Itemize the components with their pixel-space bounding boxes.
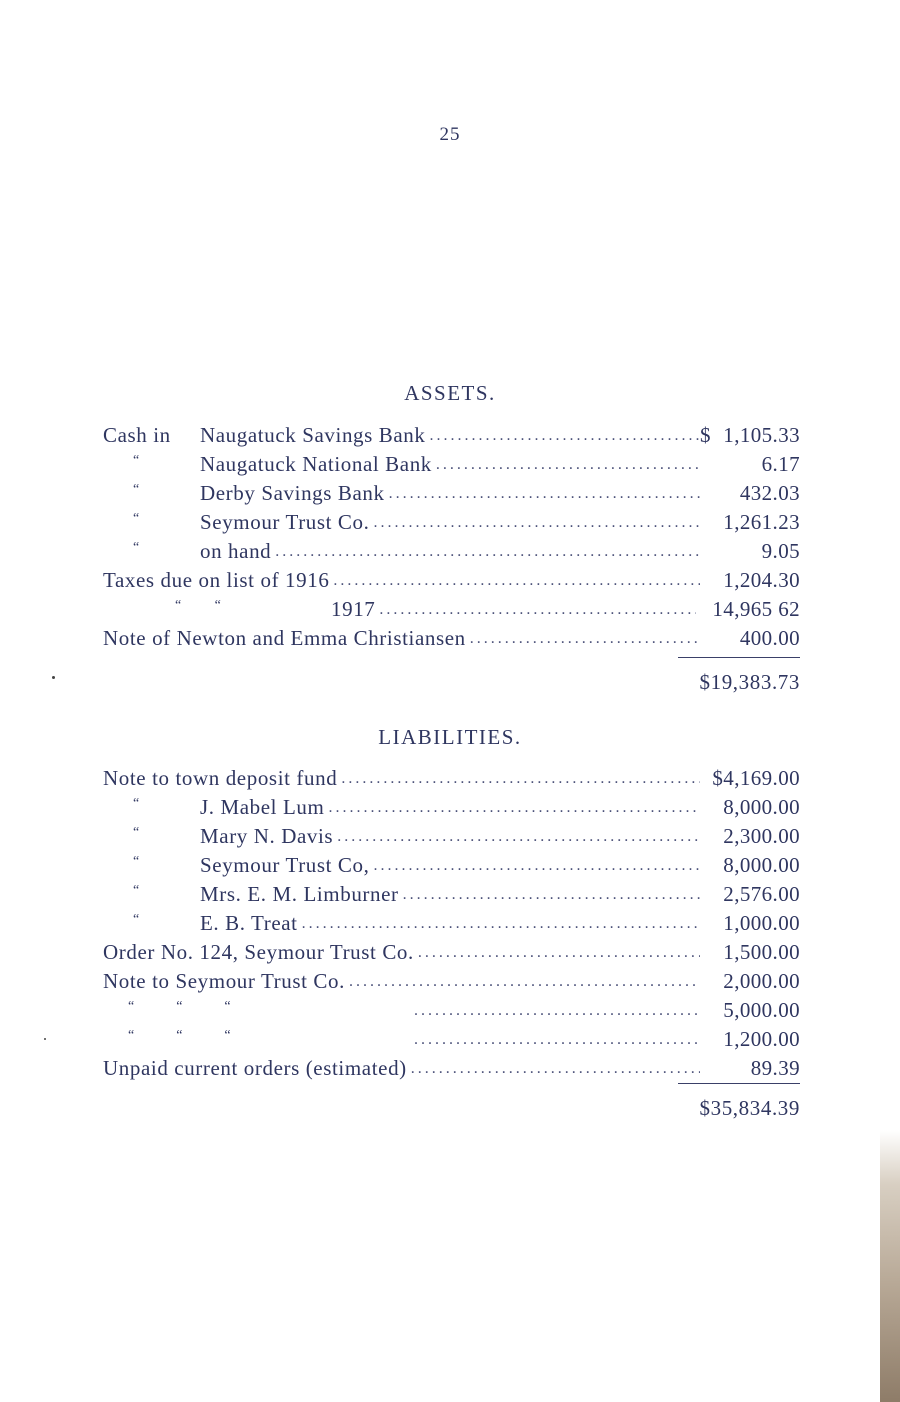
dot-leader	[275, 543, 700, 564]
dot-leader	[379, 601, 696, 622]
row-amount: 400.00	[739, 626, 800, 650]
row-amount: 5,000.00	[723, 998, 800, 1022]
ledger-row	[103, 419, 800, 448]
ditto-mark: “ “ “	[128, 1028, 231, 1043]
ditto-mark: “ “ “	[128, 999, 231, 1014]
liabilities-total: $35,834.39	[699, 1096, 800, 1120]
ledger-row	[103, 622, 800, 651]
row-amount: 1,200.00	[723, 1027, 800, 1051]
row-label: J. Mabel Lum	[200, 795, 325, 819]
dot-leader	[374, 857, 701, 878]
ledger-row	[103, 1023, 800, 1052]
row-amount: 432.03	[739, 481, 800, 505]
row-prefix: Cash in	[103, 423, 171, 447]
liabilities-ledger	[103, 762, 800, 1081]
row-amount: 1,261.23	[723, 510, 800, 534]
ditto-mark: “	[133, 511, 140, 526]
row-label: Unpaid current orders (estimated)	[103, 1056, 407, 1080]
row-amount: $4,169.00	[712, 766, 800, 790]
ledger-row	[103, 1052, 800, 1081]
row-label: E. B. Treat	[200, 911, 298, 935]
ditto-mark: “	[133, 540, 140, 555]
assets-total: $19,383.73	[699, 670, 800, 694]
ledger-row	[103, 535, 800, 564]
page-number: 25	[439, 124, 461, 145]
row-amount: 6.17	[761, 452, 800, 476]
ledger-row	[103, 936, 800, 965]
row-amount: 9.05	[761, 539, 800, 563]
dot-leader	[414, 1002, 700, 1023]
dot-leader	[470, 630, 700, 651]
row-label: Seymour Trust Co.	[200, 510, 370, 534]
dot-leader	[411, 1060, 700, 1081]
ledger-row	[103, 878, 800, 907]
dot-leader	[389, 485, 700, 506]
ledger-row	[103, 965, 800, 994]
row-amount: 1,500.00	[723, 940, 800, 964]
ditto-mark: “ “	[175, 598, 222, 613]
row-label: on hand	[200, 539, 272, 563]
dot-leader	[374, 514, 701, 535]
row-amount: 2,000.00	[723, 969, 800, 993]
row-amount: 1,105.33	[723, 423, 800, 447]
ledger-row	[103, 994, 800, 1023]
row-label: Order No. 124, Seymour Trust Co.	[103, 940, 414, 964]
row-label: Note to Seymour Trust Co.	[103, 969, 345, 993]
ledger-row	[103, 593, 800, 622]
row-amount: 14,965 62	[712, 597, 800, 621]
dot-leader	[414, 1031, 700, 1052]
dot-leader	[328, 799, 700, 820]
ledger-row	[103, 477, 800, 506]
dot-leader	[430, 427, 701, 448]
ledger-row	[103, 907, 800, 936]
ditto-mark: “	[133, 825, 140, 840]
row-label: Note to town deposit fund	[103, 766, 338, 790]
paper-speck	[52, 676, 55, 679]
dot-leader	[418, 944, 700, 965]
row-label: Mrs. E. M. Limburner	[200, 882, 399, 906]
row-label: Naugatuck National Bank	[200, 452, 432, 476]
dot-leader	[302, 915, 700, 936]
row-label: Naugatuck Savings Bank	[200, 423, 426, 447]
liabilities-total-block	[678, 1083, 800, 1121]
row-amount: 8,000.00	[723, 853, 800, 877]
ledger-row	[103, 506, 800, 535]
dot-leader	[341, 770, 700, 791]
row-label: Note of Newton and Emma Christiansen	[103, 626, 466, 650]
total-rule	[678, 1083, 800, 1084]
assets-ledger	[103, 419, 800, 651]
ditto-mark: “	[133, 912, 140, 927]
assets-heading: ASSETS.	[404, 381, 496, 405]
row-amount: 89.39	[750, 1056, 800, 1080]
row-label: 1917	[331, 597, 376, 621]
ledger-row	[103, 564, 800, 593]
dot-leader	[436, 456, 700, 477]
ledger-row	[103, 820, 800, 849]
ledger-row	[103, 448, 800, 477]
row-label: Derby Savings Bank	[200, 481, 385, 505]
row-amount: 2,300.00	[723, 824, 800, 848]
assets-total-block	[678, 657, 800, 695]
ditto-mark: “	[133, 796, 140, 811]
row-amount: 1,000.00	[723, 911, 800, 935]
dot-leader	[333, 572, 700, 593]
total-rule	[678, 657, 800, 658]
page-edge-stain	[880, 1130, 900, 1402]
ditto-mark: “	[133, 883, 140, 898]
dollar-sign: $	[700, 423, 712, 447]
dot-leader	[403, 886, 700, 907]
row-label: Mary N. Davis	[200, 824, 334, 848]
row-label: Seymour Trust Co,	[200, 853, 370, 877]
ledger-row	[103, 762, 800, 791]
ledger-row	[103, 791, 800, 820]
dot-leader	[337, 828, 700, 849]
row-amount: 1,204.30	[723, 568, 800, 592]
ditto-mark: “	[133, 453, 140, 468]
ledger-row	[103, 849, 800, 878]
dot-leader	[349, 973, 700, 994]
ditto-mark: “	[133, 854, 140, 869]
row-amount: 8,000.00	[723, 795, 800, 819]
paper-speck	[44, 1038, 46, 1040]
liabilities-heading: LIABILITIES.	[378, 725, 522, 749]
row-label: Taxes due on list of 1916	[103, 568, 330, 592]
row-amount: 2,576.00	[723, 882, 800, 906]
ditto-mark: “	[133, 482, 140, 497]
